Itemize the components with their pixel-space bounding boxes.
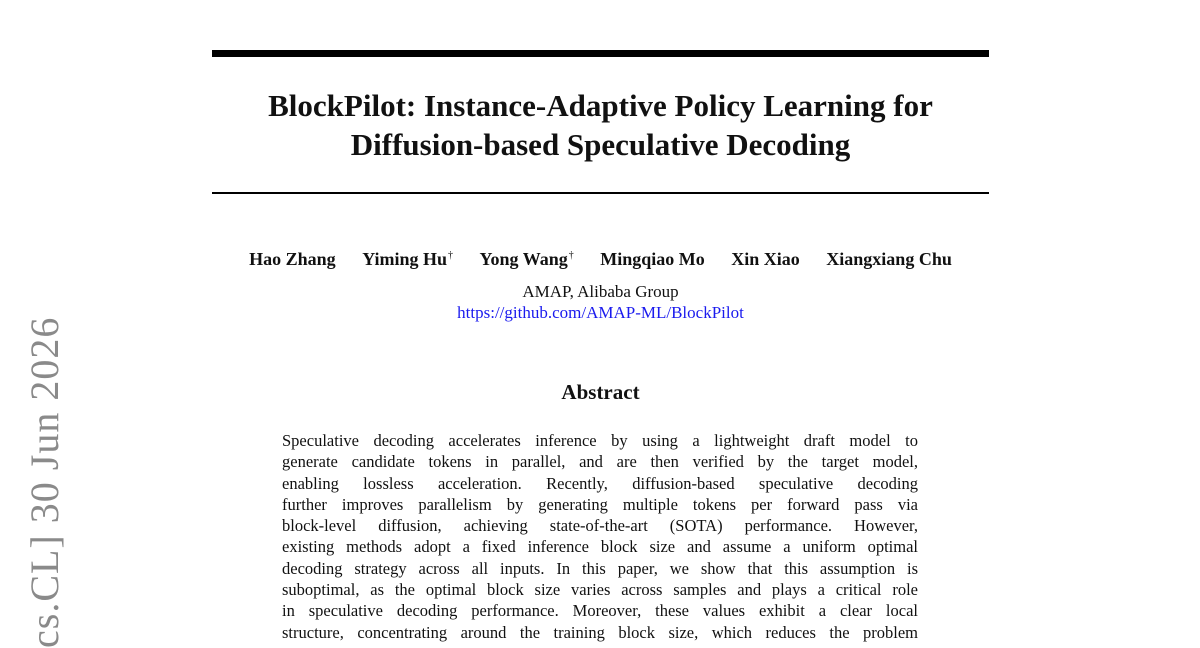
abstract-body	[282, 430, 918, 643]
abstract-line: decoding strategy across all inputs. In this paper, we show that this assumption is	[282, 558, 918, 578]
abstract-heading: Abstract	[561, 380, 640, 404]
paper-title-line-2: Diffusion-based Speculative Decoding	[350, 127, 851, 162]
author-5: Xin Xiao	[731, 249, 800, 269]
repo-link[interactable]: https://github.com/AMAP-ML/BlockPilot	[457, 303, 744, 322]
author-6: Xiangxiang Chu	[826, 249, 952, 269]
abstract-line: block-level diffusion, achieving state-of-the-art (SOTA) performance. However,	[282, 516, 918, 536]
abstract-line: generate candidate tokens in parallel, and are then verified by the target model,	[282, 452, 918, 472]
author-3: Yong Wang†	[479, 249, 574, 269]
abstract-line: existing methods adopt a fixed inference block size and assume a uniform optimal	[282, 537, 918, 557]
abstract-line: suboptimal, as the optimal block size varies across samples and plays a critical role	[282, 580, 918, 600]
author-2: Yiming Hu†	[362, 249, 454, 269]
author-1: Hao Zhang	[249, 249, 336, 269]
author-list	[212, 247, 989, 271]
corresponding-author-mark: †	[568, 250, 574, 261]
paper-title-line-1: BlockPilot: Instance-Adaptive Policy Learning for	[268, 88, 933, 123]
title-top-rule	[212, 50, 989, 57]
author-4: Mingqiao Mo	[600, 249, 705, 269]
title-bottom-rule	[212, 192, 989, 194]
abstract-line: enabling lossless acceleration. Recently, diffusion-based speculative decoding	[282, 473, 918, 493]
paper-title	[212, 86, 989, 164]
corresponding-author-mark: †	[448, 250, 454, 261]
abstract-line: structure, concentrating around the training block size, which reduces the problem	[282, 622, 918, 642]
affiliation: AMAP, Alibaba Group	[522, 282, 679, 301]
repo-link-container	[212, 302, 989, 324]
arxiv-sidebar-stamp: cs.CL] 30 Jun 2026	[22, 316, 67, 648]
abstract-line: Speculative decoding accelerates inference by using a lightweight draft model to	[282, 431, 918, 450]
abstract-line: in speculative decoding performance. Moreover, these values exhibit a clear local	[282, 601, 918, 621]
abstract-line: further improves parallelism by generating multiple tokens per forward pass via	[282, 494, 918, 514]
